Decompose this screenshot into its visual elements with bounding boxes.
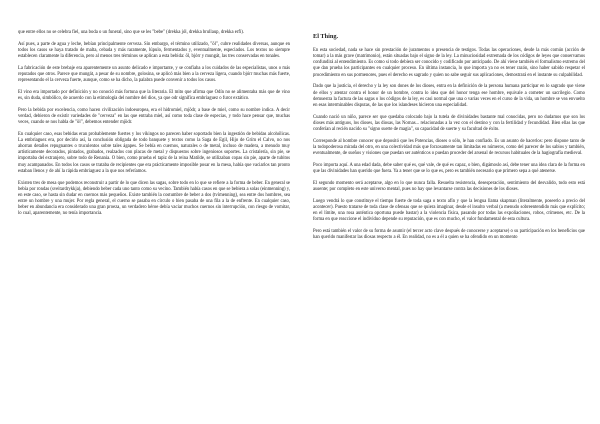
- paragraph: Existen tres de mesa que podemos reconstruir a partir de lo que dicen las sagas, sobre todo en lo que se refiere a la forma de beber. En general se bebía por rondas (sveitardrykkja), debiendo beber cada uno tanto como su vecino. También había casos en que se bebiera a solas (einmenning) y, en este caso, se hasta sin dudar en cuernos más pequeños. Existe también la costumbre de beber a dos (tvímenning), sea entre dos hombres, sea entre un hombre y una mujer. Por regla general, el cuerno se pasaba en círculo o bien pasaba de una fila a la de enfrente. En cualquier caso, beber en abundancia era considerado una gran proeza, un verdadero héroe debía vaciar muchos cuernos sin interrupción, con riesgo de vomitar, lo cual, aparentemente, no tenía importancia.: [18, 180, 290, 217]
- paragraph: Pero está también el valor de su forma de asumir (el tercer acto clave después de conocerse y aceptarse) o su participación en los beneficios que han querido manifestar las diosas respecto a él. En realidad, no es a él a quien se ha ofendido en un momento: [313, 228, 585, 240]
- paragraph: La fabricación de este brebaje era aparentemente un asunto delicado e importante, y se confiaba a los cuidados de las especialistas, unos o más reputados que otros. Parece que mungát, a pesar de su nombre, golosina, se aplicó más bien a la cerveza ligera, cuando bjórr muchas más fuerte, representando el la cerveza fuerte, aunque, como se ha dicho, la palabra puede convenir a todos los casos.: [18, 65, 290, 84]
- right-page: [313, 0, 585, 424]
- paragraph: El segundo momento será aceptarse, algo en lo que nunca falla. Resuelta resistencia, desesperación, sentimiento del desvalido, todo esto está ausente; por completo en este universo mental, pues no hay que levantarse contra las decisiones de los dioses.: [313, 180, 585, 192]
- paragraph: El vino era importado por definición y no conoció más fortuna que la literaria. El mito que afirma que Odín no se alimentaba más que de vino es, sin duda, simbólico, de acuerdo con la etimología del nombre del dios, ya que odr significa embriaguez o furor extático.: [18, 89, 290, 102]
- paragraph: Poco importa aquí. A una edad dada, debe saber qué es, qué vale, de qué es capaz, o bien, digámoslo así, debe tener una idea clara de la forma en que las divinidades han querido que fuera. Ya a tener que se lo que es, pero es también necesario que primero sepa a qué atenerse.: [313, 162, 585, 174]
- paragraph: Cuando nació un niño, parece ser que quedaba colocado bajo la tutela de divinidades bastante mal conocidas, pero no dudamos que son los dioses más antiguos, los dioses, las diosas, las Nornas... relacionadas a la vez con el destino y con la fertilidad y fecundidad. Bien ellas las que conferían al recién nacido su "signo suerte de magia", su capacidad de suerte y su facultad de éxito.: [313, 114, 585, 132]
- section-title: El Thing.: [313, 33, 339, 40]
- paragraph: Así pues, a parte de agua y leche, bebían principalmente cerveza. Sin embargo, el término utilizado, "öl", cubre realidades diversas, aunque en todos los casos se haya tratado de malta, cebada y más raramente, lúpulo, fermentados y, eventualmente, especiados. Los textos no siempre establecen claramente la diferencia, pero al menos tres términos se aplican a esta bebida: öl, bjórr y mungát, las tres conservadas en tonales.: [18, 41, 290, 60]
- paragraph: En cualquier caso, esas bebidas eran probablemente fuertes y los vikingos no parecen haber soportado bien la ingestión de bebidas alcohólicas. La embriaguez era, por decirlo así, la conclusión obligada de todo banquete y textos como la Saga de Egil, Hijo de Grím el Calvo, no nos ahorran detalles repugnantes o truculentos sobre tales ágapes. Se bebía en cuernos, naturales o de metal, incluso de madera, a menudo muy artísticamente decorados, pintados, grabados, realzados con placas de metal y dispuestos sobre ingeniosos soportes. La cristalería, sin pie, se importaba del extranjero, sobre todo de Renania. O bien, como prueba el tapiz de la reina Matilde, se utilizaban copas sin pie, aparte de tubitos muy acampanados. En todos los casos se trataba de recipientes que era prácticamente imposible posar en la mesa, había que vaciarlos tan pronto estaban llenos y de ahí la rápida embriaguez a la que nos referíamos.: [18, 131, 290, 174]
- paragraph: En esta sociedad, nada se hace sin prestación de juramentos o presencia de testigos. Todas las operaciones, desde la más común (acción de tomar) a la más grave (matrimonio), están situadas bajo el signo de la ley. La minuciosidad extremada de los códigos de leyes que conservamos confundirá al entendimiento. Es como si todo debiera ser conocido y codificado por anticipado. De ahí viene también el formalismo extremo del que dan prueba los participantes en cualquier proceso. En última instancia, lo que importa ya no es tener razón, sino haber sabido respetar el procedimiento en sus pormenores, pues el derecho es sagrado y quien no sabe seguir sus aplicaciones, demostrará en el instante su culpabilidad.: [313, 48, 585, 78]
- paragraph: Luego vendrá lo que constituye el tiempo fuerte de toda saga o texto afín y que la lengua llama skapman (literalmente, poseerlo a precio del acontecer). Puesto tratarse de toda clase de ofensas que se quiera imaginar, desde el insulto verbal (a menudo sobreentendido más que explícito; en el límite, una rosa auténtica oportuna puede bastar) a la violencia física, pasando por todas las expoliaciones, robos, crímenes, etc. De la forma en que reaccione el individuo depende su reputación, que es con mucho, el valor fundamental de esta cultura.: [313, 198, 585, 222]
- left-page: [18, 0, 290, 424]
- paragraph: Dado que la justicia, el derecho y la ley son dones de los dioses, entra en la definición de la persona humana participar en lo sagrado que viene de ellos y atentar contra el honor de un hombre, contra lo idea que del honor tenga ese hombre, equivale a cometer un sacrilegio. Como demuestra la factura de las sagas o los códigos de la ley, es casi normal que una o varias veces en el curso de la vida, un hombre se vea envuelto en esas interminables disputas, de las que los islandeses hicieron una especialidad.: [313, 84, 585, 108]
- paragraph: Pero la bebida por excelencia, como hacen civilización indoeuropea, era el hidromiel, mjödr, a base de miel, como su nombre indica. A decir verdad, debieron de existir variedades de "cerveza" en las que entraba miel, así como toda clase de especias, y todo hace pensar que, muchas veces, cuando se nos habla de "öl", debemos entender mjödr.: [18, 107, 290, 126]
- paragraph: que entre ellos no se celebra fiel, una boda o un funeral, sino que se les "bebe" (drekka jól, drekka brullaup, drekka erfi).: [18, 30, 245, 35]
- paragraph: Corresponde al hombre conocer que depositó que les Potencias, dioses o sólo, le han confiado. Es un asunto de hacerlos: pero dispone tanto de la todopoderosa mirada del otro, en una colectividad más que forzosamente tan limitadas en números, como del parecer de los sabios y también, eventualmente, de sueños y visiones que puedan ser auténticos o puedan proceder del arsenal de recursos habituales de la hagiografía medieval.: [313, 138, 585, 156]
